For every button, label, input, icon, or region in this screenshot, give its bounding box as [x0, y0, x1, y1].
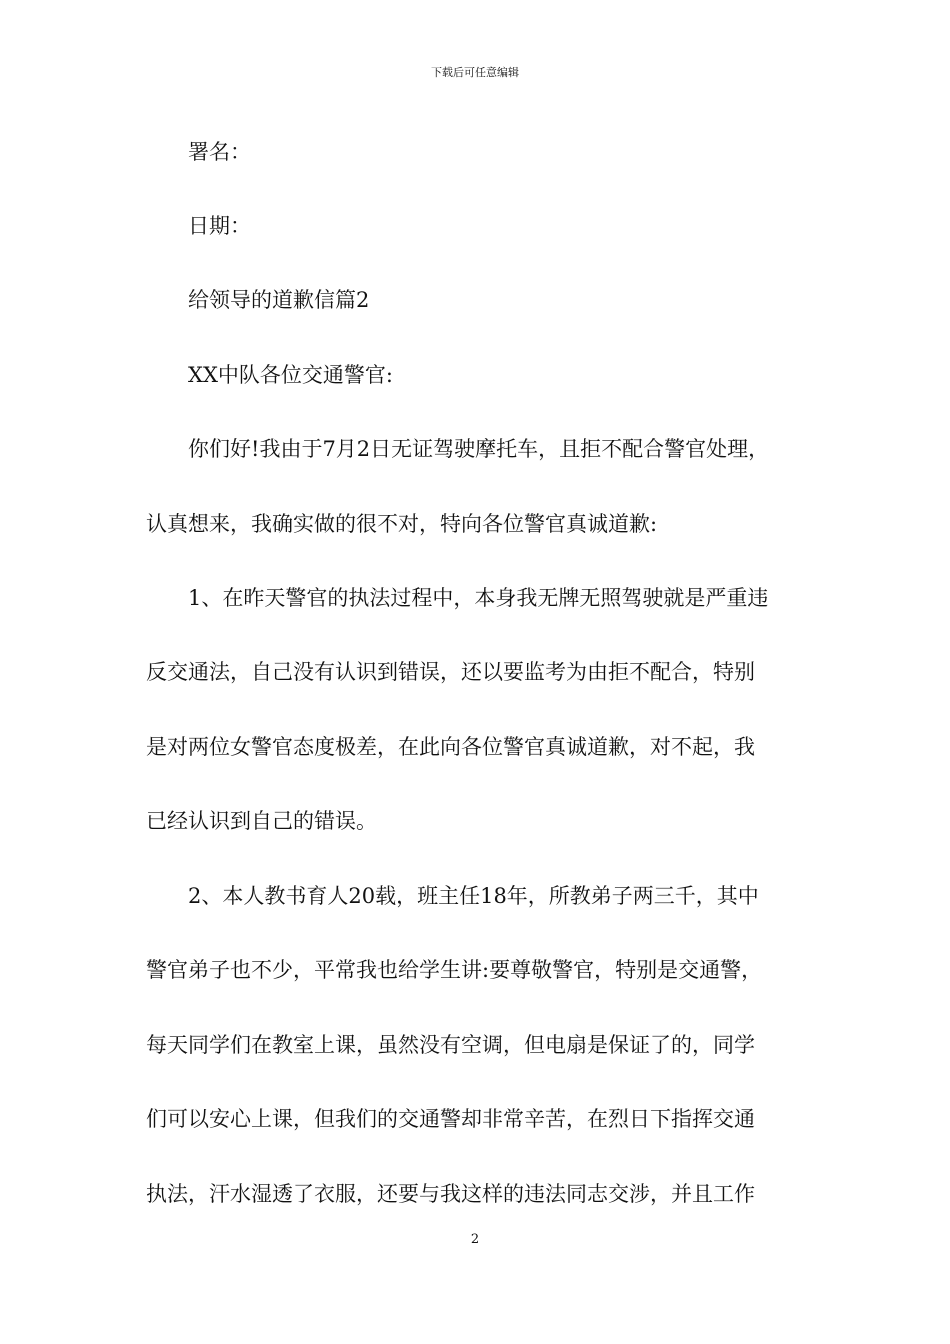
section-title: 给领导的道歉信篇2	[188, 288, 370, 312]
salutation: XX中队各位交通警官:	[188, 363, 393, 387]
paragraph-line: 执法，汗水湿透了衣服，还要与我这样的违法同志交涉，并且工作	[146, 1182, 755, 1206]
paragraph-line: 反交通法，自己没有认识到错误，还以要监考为由拒不配合，特别	[146, 660, 755, 684]
paragraph-line: 每天同学们在教室上课，虽然没有空调，但电扇是保证了的，同学	[146, 1033, 755, 1057]
page-header: 下载后可任意编辑	[431, 66, 519, 79]
paragraph-line: 你们好!我由于7月2日无证驾驶摩托车，且拒不配合警官处理，	[188, 437, 770, 461]
paragraph-line: 2、本人教书育人20载，班主任18年，所教弟子两三千，其中	[188, 884, 759, 908]
paragraph-line: 认真想来，我确实做的很不对，特向各位警官真诚道歉:	[146, 512, 658, 536]
paragraph-line: 是对两位女警官态度极差，在此向各位警官真诚道歉，对不起，我	[146, 735, 755, 759]
signature-line: 署名：	[188, 140, 251, 164]
page-number: 2	[470, 1232, 480, 1247]
paragraph-line: 警官弟子也不少，平常我也给学生讲:要尊敬警官，特别是交通警，	[146, 958, 763, 982]
paragraph-line: 们可以安心上课，但我们的交通警却非常辛苦，在烈日下指挥交通	[146, 1107, 755, 1131]
paragraph-line: 已经认识到自己的错误。	[146, 809, 377, 833]
paragraph-line: 1、在昨天警官的执法过程中，本身我无牌无照驾驶就是严重违	[188, 586, 769, 610]
date-line: 日期：	[188, 214, 251, 238]
